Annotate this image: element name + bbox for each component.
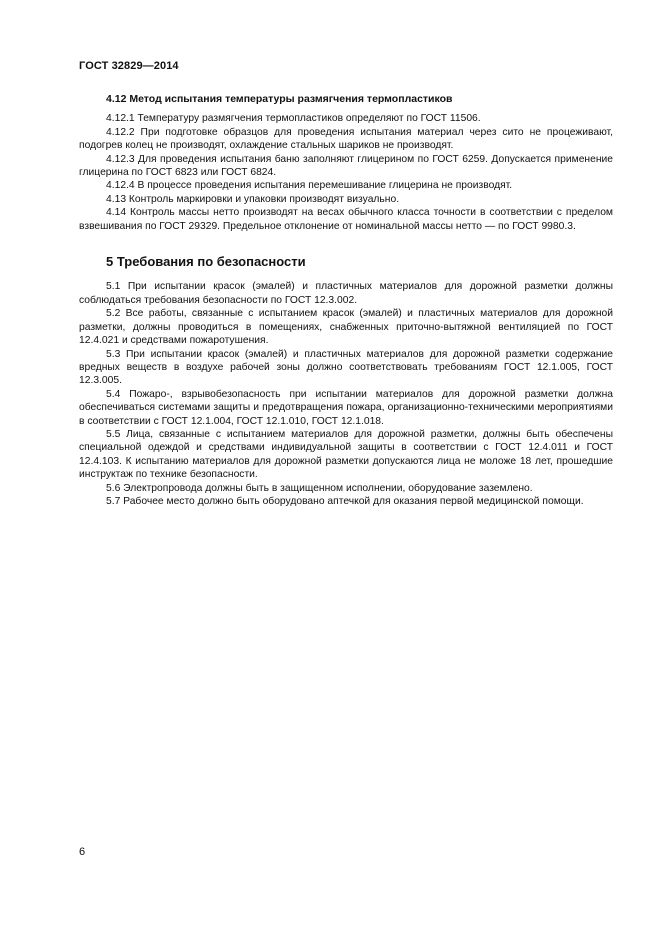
paragraph-5-3: 5.3 При испытании красок (эмалей) и пластичных материалов для дорожной разметки содержание вредных веществ в воздухе рабочей зоны должно соответствовать требованиям ГОСТ 12.1.005, ГОСТ 12.3.005.: [79, 348, 613, 387]
paragraph-5-2: 5.2 Все работы, связанные с испытанием красок (эмалей) и пластичных материалов для дорожной разметки, должны проводиться в помещениях, снабженных приточно-вытяжной вентиляцией по ГОСТ 12.4.021 и средствами пожаротушения.: [79, 308, 613, 347]
paragraph-4-12-4: 4.12.4 В процессе проведения испытания перемешивание глицерина не производят.: [106, 180, 513, 192]
paragraph-5-6: 5.6 Электропровода должны быть в защищенном исполнении, оборудование заземлено.: [106, 482, 533, 494]
document-body: [79, 93, 613, 508]
paragraph-5-1: 5.1 При испытании красок (эмалей) и пластичных материалов для дорожной разметки должны соблюдаться требования безопасности по ГОСТ 12.3.002.: [79, 281, 613, 306]
paragraph-5-5: 5.5 Лица, связанные с испытанием материалов для дорожной разметки, должны быть обеспечены специальной одеждой и средствами индивидуальной защиты в соответствии с ГОСТ 12.4.011 и ГОСТ 12.4.103. К испытанию материалов для дорожной разметки допускаются лица не моложе 18 лет, прошедшие инструктаж по технике безопасности.: [79, 428, 613, 481]
paragraph-5-4: 5.4 Пожаро-, взрывобезопасность при испытании материалов для дорожной разметки должна обеспечиваться системами защиты и предотвращения пожара, организационно-техническими мероприятиями в соответствии с ГОСТ 12.1.004, ГОСТ 12.1.010, ГОСТ 12.1.018.: [79, 388, 613, 427]
section-heading-5: 5 Требования по безопасности: [106, 254, 306, 270]
paragraph-4-12-2: 4.12.2 При подготовке образцов для проведения испытания материал через сито не процеживают, подогрев колец не производят, охлаждение стальных шариков не производят.: [79, 126, 613, 152]
page-number: 6: [79, 846, 86, 858]
paragraph-4-12-1: 4.12.1 Температуру размягчения термопластиков определяют по ГОСТ 11506.: [106, 113, 481, 125]
paragraph-4-12-3: 4.12.3 Для проведения испытания баню заполняют глицерином по ГОСТ 6259. Допускается применение глицерина по ГОСТ 6823 или ГОСТ 6824.: [79, 153, 613, 179]
document-code-header: ГОСТ 32829—2014: [79, 60, 179, 72]
paragraph-4-13: 4.13 Контроль маркировки и упаковки производят визуально.: [106, 193, 400, 205]
subsection-heading-4-12: 4.12 Метод испытания температуры размягчения термопластиков: [106, 93, 453, 105]
paragraph-4-14: 4.14 Контроль массы нетто производят на весах обычного класса точности в соответствии с пределом взвешивания по ГОСТ 29329. Предельное отклонение от номинальной массы нетто — по ГОСТ 9980.3.: [79, 207, 613, 232]
paragraph-5-7: 5.7 Рабочее место должно быть оборудовано аптечкой для оказания первой медицинской помощи.: [106, 495, 584, 507]
